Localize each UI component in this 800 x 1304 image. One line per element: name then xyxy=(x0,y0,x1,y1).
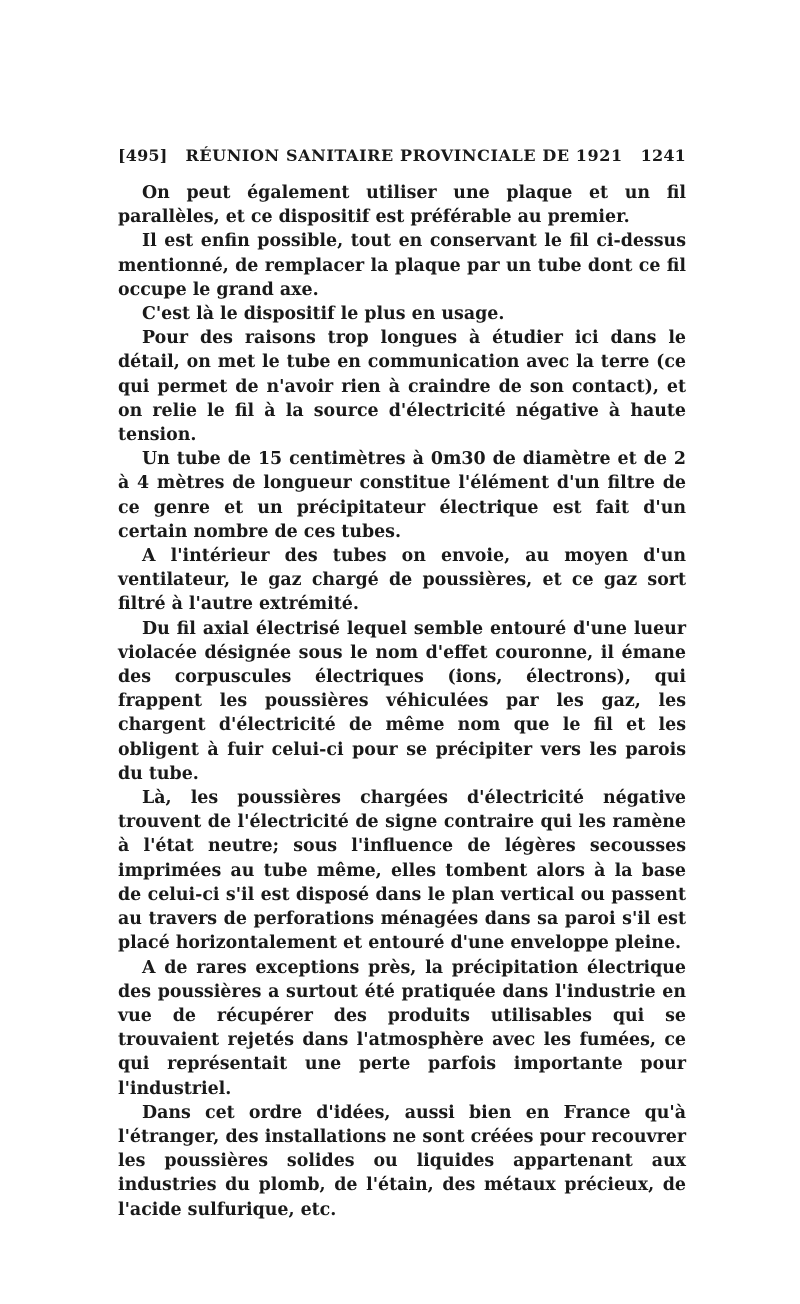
paragraph: Du fil axial électrisé lequel semble entouré d'une lueur violacée désignée sous le nom d'effet couronne, il émane des corpuscules électriques (ions, électrons), qui frappent les poussières véhiculées par les gaz, les chargent d'électricité de même nom que le fil et les obligent à fuir celui-ci pour se précipiter vers les parois du tube. xyxy=(118,618,686,784)
paragraph: Dans cet ordre d'idées, aussi bien en France qu'à l'étranger, des installations ne sont créées pour recouvrer les poussières solides ou liquides appartenant aux industries du plomb, de l'étain, des métaux précieux, de l'acide sulfurique, etc. xyxy=(118,1102,686,1220)
document-page xyxy=(118,146,686,1222)
paragraph: On peut également utiliser une plaque et un fil parallèles, et ce dispositif est préférable au premier. xyxy=(118,183,686,228)
body-text xyxy=(118,181,686,1222)
paragraph: C'est là le dispositif le plus en usage. xyxy=(142,304,505,325)
paragraph: Là, les poussières chargées d'électricité négative trouvent de l'électricité de signe contraire qui les ramène à l'état neutre; sous l'influence de légères secousses imprimées au tube même, elles tombent alors à la base de celui-ci s'il est disposé dans le plan vertical ou passent au travers de perforations ménagées dans sa paroi s'il est placé horizontalement et entouré d'une enveloppe pleine. xyxy=(118,788,686,954)
paragraph: Un tube de 15 centimètres à 0m30 de diamètre et de 2 à 4 mètres de longueur constitue l'élément d'un filtre de ce genre et un précipitateur électrique est fait d'un certain nombre de ces tubes. xyxy=(118,449,686,542)
reference-number: [495] xyxy=(118,146,168,165)
paragraph: Pour des raisons trop longues à étudier ici dans le détail, on met le tube en communication avec la terre (ce qui permet de n'avoir rien à craindre de son contact), et on relie le fil à la source d'électricité négative à haute tension. xyxy=(118,328,686,446)
running-header xyxy=(118,146,686,165)
paragraph: A de rares exceptions près, la précipitation électrique des poussières a surtout été pratiquée dans l'industrie en vue de récupérer des produits utilisables qui se trouvaient rejetés dans l'atmosphère avec les fumées, ce qui représentait une perte parfois importante pour l'industriel. xyxy=(118,957,686,1099)
page-number: 1241 xyxy=(640,146,686,165)
paragraph: Il est enfin possible, tout en conservant le fil ci-dessus mentionné, de remplacer la plaque par un tube dont ce fil occupe le grand axe. xyxy=(118,231,686,300)
running-title: RÉUNION SANITAIRE PROVINCIALE DE 1921 xyxy=(185,146,623,165)
paragraph: A l'intérieur des tubes on envoie, au moyen d'un ventilateur, le gaz chargé de poussières, et ce gaz sort filtré à l'autre extrémité. xyxy=(118,546,686,615)
